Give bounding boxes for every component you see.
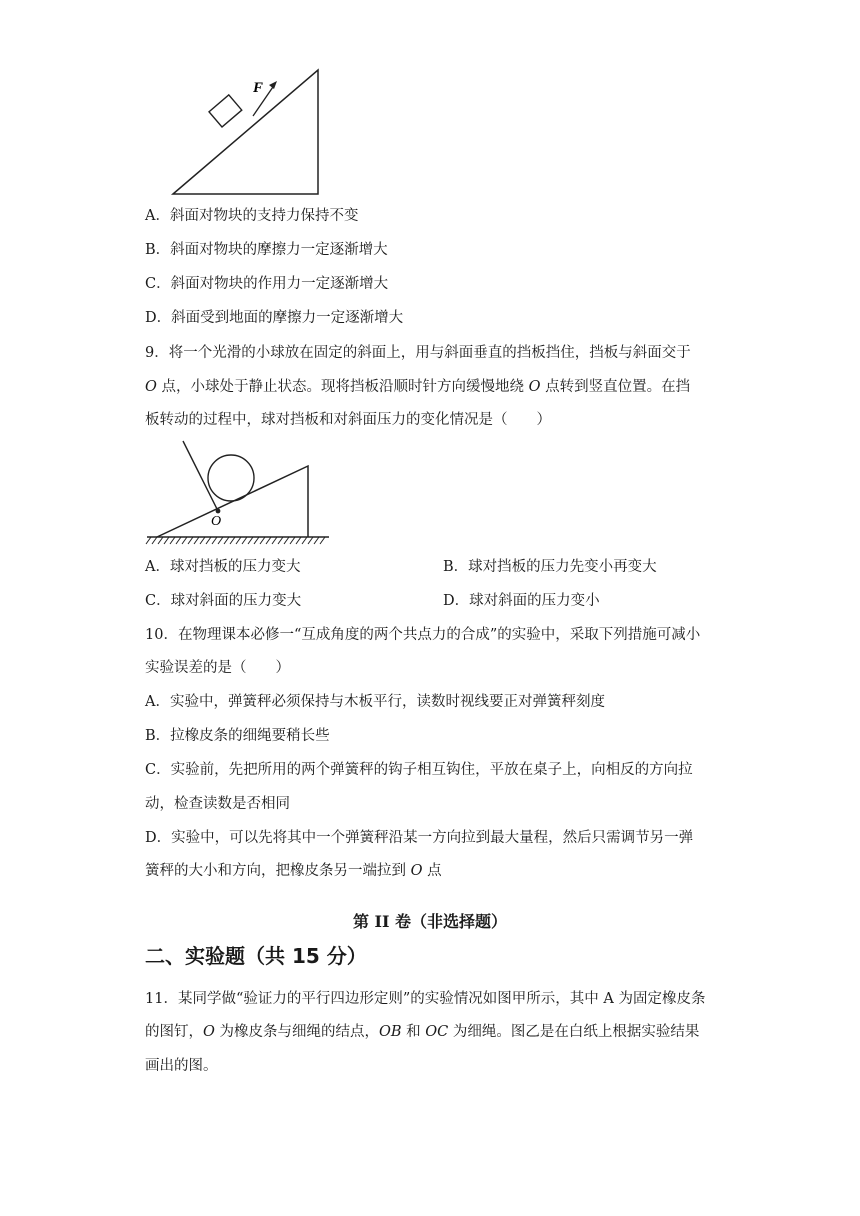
q11-stem-line2: 的图钉，O 为橡皮条与细绳的结点，OB 和 OC 为细绳。图乙是在白纸上根据实验结果 (145, 1024, 700, 1040)
baffle (183, 441, 218, 511)
block (209, 95, 242, 127)
force-label: F (253, 80, 264, 96)
q9-option-b: B．球对挡板的压力先变小再变大 (443, 559, 657, 575)
q8-option-b: B．斜面对物块的摩擦力一定逐渐增大 (145, 242, 388, 258)
q11-stem-line1: 11．某同学做“验证力的平行四边形定则”的实验情况如图甲所示，其中 A 为固定橡皮条 (145, 991, 706, 1007)
ball-baffle-figure (143, 436, 333, 550)
q9-option-c: C．球对斜面的压力变大 (145, 593, 302, 609)
incline-force-figure (165, 62, 330, 200)
q9-option-a: A．球对挡板的压力变大 (145, 559, 301, 575)
ball (208, 455, 254, 501)
q9-stem-line3: 板转动的过程中，球对挡板和对斜面压力的变化情况是（ ） (145, 412, 551, 428)
q9-option-d: D．球对斜面的压力变小 (443, 593, 600, 609)
q8-option-c: C．斜面对物块的作用力一定逐渐增大 (145, 276, 389, 292)
q10-option-a: A．实验中，弹簧秤必须保持与木板平行，读数时视线要正对弹簧秤刻度 (145, 694, 605, 710)
pivot-label-o: O (211, 514, 222, 529)
q10-option-c-line1: C．实验前，先把所用的两个弹簧秤的钩子相互钩住，平放在桌子上，向相反的方向拉 (145, 762, 693, 778)
q8-option-a: A．斜面对物块的支持力保持不变 (145, 208, 359, 224)
q10-option-c-line2: 动，检查读数是否相同 (145, 796, 290, 812)
q10-option-d-line2: 簧秤的大小和方向，把橡皮条另一端拉到 O 点 (145, 863, 442, 879)
q9-stem-line1: 9．将一个光滑的小球放在固定的斜面上，用与斜面垂直的挡板挡住，挡板与斜面交于 (145, 345, 691, 361)
q10-stem-line2: 实验误差的是（ ） (145, 660, 290, 676)
force-arrowhead (269, 81, 277, 89)
q8-option-d: D．斜面受到地面的摩擦力一定逐渐增大 (145, 310, 404, 326)
part2-title: 二、实验题（共 15 分） (145, 944, 367, 968)
q10-stem-line1: 10．在物理课本必修一“互成角度的两个共点力的合成”的实验中，采取下列措施可减小 (145, 627, 701, 643)
pivot-point-o (216, 509, 221, 514)
q9-stem-line2: O 点，小球处于静止状态。现将挡板沿顺时针方向缓慢地绕 O 点转到竖直位置。在挡 (145, 379, 691, 395)
incline-triangle (173, 70, 318, 194)
q10-option-d-line1: D．实验中，可以先将其中一个弹簧秤沿某一方向拉到最大量程，然后只需调节另一弹 (145, 830, 694, 846)
q10-option-b: B．拉橡皮条的细绳要稍长些 (145, 728, 330, 744)
part2-subtitle: 第 II 卷（非选择题） (352, 912, 508, 931)
q11-stem-line3: 画出的图。 (145, 1058, 218, 1074)
ground-hatching (146, 537, 325, 544)
